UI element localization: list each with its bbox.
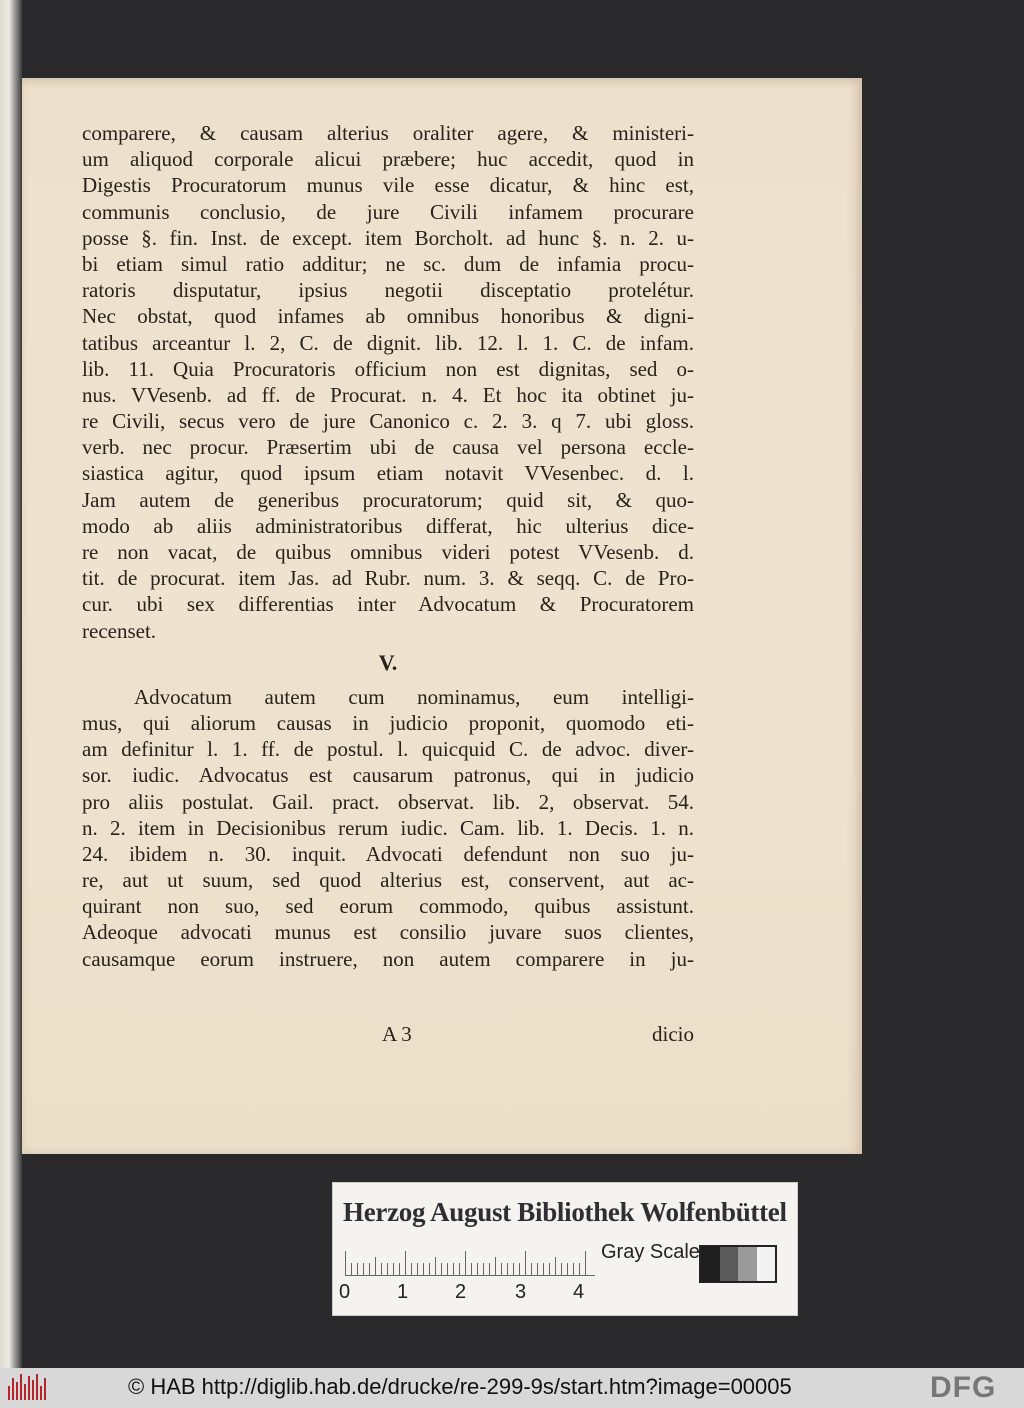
text-line: Adeoque advocati munus est consilio juvare suos clientes, <box>82 920 694 945</box>
adjacent-page-edge <box>0 0 22 1368</box>
ruler-tick <box>549 1263 550 1275</box>
text-line: recenset. <box>82 618 157 643</box>
ruler-tick <box>531 1263 532 1275</box>
ruler-tick <box>435 1257 436 1275</box>
catchword: dicio <box>652 1022 694 1046</box>
ruler-tick <box>561 1263 562 1275</box>
ruler-tick <box>369 1263 370 1275</box>
ruler-tick <box>495 1257 496 1275</box>
ruler-tick <box>381 1263 382 1275</box>
copyright-link[interactable]: © HAB http://diglib.hab.de/drucke/re-299-9s/start.htm?image=00005 <box>128 1374 792 1399</box>
gray-swatch <box>738 1247 757 1281</box>
ruler-tick <box>465 1251 466 1275</box>
ruler-tick <box>501 1263 502 1275</box>
ruler-tick <box>525 1251 526 1275</box>
text-line: bi etiam simul ratio additur; ne sc. dum de infamia procu- <box>82 251 694 276</box>
ruler-tick <box>357 1263 358 1275</box>
ruler-tick <box>345 1251 346 1275</box>
ruler-tick <box>519 1263 520 1275</box>
ruler-tick <box>447 1263 448 1275</box>
hab-logo-icon[interactable] <box>8 1374 48 1400</box>
text-line: pro aliis postulat. Gail. pract. observat. lib. 2, observat. 54. <box>82 789 694 814</box>
text-line: lib. 11. Quia Procuratoris officium non est dignitas, sed o- <box>82 356 694 381</box>
text-line: tatibus arceantur l. 2, C. de dignit. lib. 12. l. 1. C. de infam. <box>82 330 694 355</box>
ruler-tick <box>453 1263 454 1275</box>
ruler-tick <box>363 1263 364 1275</box>
ruler-tick <box>537 1263 538 1275</box>
ruler-tick <box>375 1257 376 1275</box>
ruler-tick <box>441 1263 442 1275</box>
text-line: ratoris disputatur, ipsius negotii disceptatio protelétur. <box>82 278 694 303</box>
ruler-tick <box>399 1263 400 1275</box>
section-heading: V. <box>378 649 398 675</box>
text-line: re Civili, secus vero de jure Canonico c. 2. 3. q 7. ubi gloss. <box>82 409 694 434</box>
text-line: siastica agitur, quod ipsum etiam notavit VVesenbec. d. l. <box>82 461 694 486</box>
ruler-number: 4 <box>573 1281 585 1303</box>
gray-scale-label: Gray Scale <box>601 1241 700 1263</box>
ruler-tick <box>567 1263 568 1275</box>
ruler-tick <box>555 1257 556 1275</box>
ruler-tick <box>423 1263 424 1275</box>
text-line: am definitur l. 1. ff. de postul. l. quicquid C. de advoc. diver- <box>82 737 694 762</box>
text-line: tit. de procurat. item Jas. ad Rubr. num. 3. & seqq. C. de Pro- <box>82 566 694 591</box>
dfg-logo[interactable]: DFG <box>930 1371 997 1404</box>
ruler-tick <box>507 1263 508 1275</box>
ruler-tick <box>543 1263 544 1275</box>
text-line: posse §. fin. Inst. de except. item Borcholt. ad hunc §. n. 2. u- <box>82 225 694 250</box>
gray-scale-swatch <box>699 1245 777 1283</box>
text-line: modo ab aliis administratoribus differat, hic ulterius dice- <box>82 513 694 538</box>
text-line: Nec obstat, quod infames ab omnibus honoribus & digni- <box>82 304 694 329</box>
ruler-tick <box>483 1263 484 1275</box>
page-text <box>82 120 694 972</box>
text-line: re, aut ut suum, sed quod alterius est, conservent, aut ac- <box>82 868 694 893</box>
text-line: Jam autem de generibus procuratorum; quid sit, & quo- <box>82 487 694 512</box>
text-line: mus, qui aliorum causas in judicio proponit, quomodo eti- <box>82 710 694 735</box>
ruler-tick <box>573 1263 574 1275</box>
ruler-tick <box>351 1263 352 1275</box>
gray-swatch <box>701 1247 720 1281</box>
ruler-tick <box>471 1263 472 1275</box>
ruler-number: 2 <box>455 1281 467 1303</box>
signature-mark: A 3 <box>382 1022 412 1046</box>
ruler-tick <box>393 1263 394 1275</box>
ruler-tick <box>429 1263 430 1275</box>
ruler-tick <box>477 1263 478 1275</box>
ruler-number: 0 <box>339 1281 351 1303</box>
text-line: 24. ibidem n. 30. inquit. Advocati defendunt non suo ju- <box>82 841 694 866</box>
text-line: n. 2. item in Decisionibus rerum iudic. Cam. lib. 1. Decis. 1. n. <box>82 815 694 840</box>
text-line: comparere, & causam alterius oraliter agere, & ministeri- <box>82 121 694 145</box>
ruler-tick <box>585 1251 586 1275</box>
text-line: quirant non suo, sed eorum commodo, quibus assistunt. <box>82 894 694 919</box>
text-line: Digestis Procuratorum munus vile esse dicatur, & hinc est, <box>82 173 694 198</box>
text-line: cur. ubi sex differentias inter Advocatum & Procuratorem <box>82 592 694 617</box>
ruler-tick <box>417 1263 418 1275</box>
text-line: Advocatum autem cum nominamus, eum intelligi- <box>134 684 694 709</box>
gray-swatch <box>720 1247 739 1281</box>
ruler-tick <box>411 1263 412 1275</box>
color-reference-card <box>332 1182 798 1316</box>
printed-page <box>22 78 862 1154</box>
viewer-footer-bar <box>0 1368 1024 1408</box>
ruler-number: 1 <box>397 1281 409 1303</box>
text-line: verb. nec procur. Præsertim ubi de causa vel persona eccle- <box>82 435 694 460</box>
ruler-tick <box>579 1263 580 1275</box>
text-line: communis conclusio, de jure Civili infamem procurare <box>82 199 694 224</box>
text-line: sor. iudic. Advocatus est causarum patronus, qui in judicio <box>82 763 694 788</box>
text-line: nus. VVesenb. ad ff. de Procurat. n. 4. Et hoc ita obtinet ju- <box>82 382 694 407</box>
measurement-ruler <box>345 1249 595 1276</box>
text-line: causamque eorum instruere, non autem comparere in ju- <box>82 946 694 971</box>
text-line: re non vacat, de quibus omnibus videri potest VVesenb. d. <box>82 540 694 564</box>
ruler-tick <box>405 1251 406 1275</box>
gray-swatch <box>757 1247 776 1281</box>
library-name: Herzog August Bibliothek Wolfenbüttel <box>343 1197 787 1227</box>
page-footer <box>82 1022 694 1052</box>
ruler-tick <box>513 1263 514 1275</box>
ruler-tick <box>459 1263 460 1275</box>
ruler-number: 3 <box>515 1281 527 1303</box>
text-line: um aliquod corporale alicui præbere; huc accedit, quod in <box>82 147 694 172</box>
ruler-tick <box>489 1263 490 1275</box>
ruler-tick <box>387 1263 388 1275</box>
